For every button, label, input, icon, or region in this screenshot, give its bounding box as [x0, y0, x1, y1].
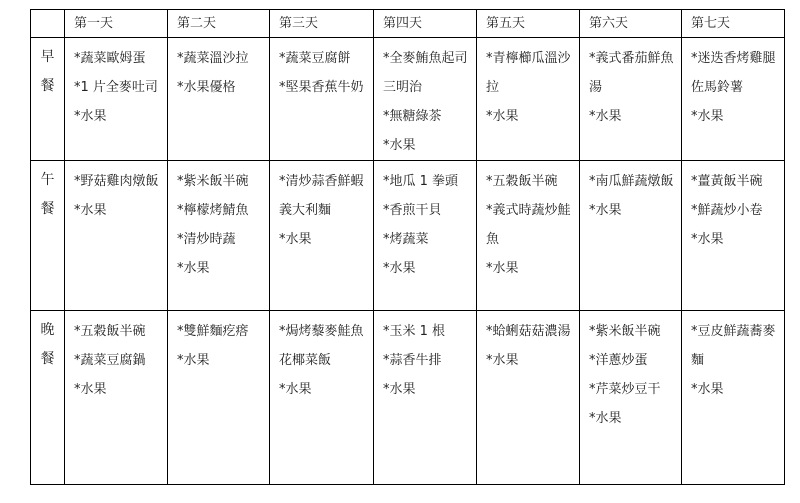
- menu-item: *水果: [383, 261, 416, 276]
- menu-item: *紫米飯半碗: [589, 324, 661, 339]
- meal-cell-day-4: [374, 161, 477, 311]
- menu-item: *水果: [486, 353, 519, 368]
- menu-item: *水果: [74, 203, 107, 218]
- menu-item: *水果: [279, 382, 312, 397]
- header-row: [31, 10, 785, 38]
- menu-item: *青檸櫛瓜溫沙拉: [486, 51, 571, 95]
- menu-item: *義式番茄鮮魚湯: [589, 51, 674, 95]
- menu-item: *蒜香牛排: [383, 353, 442, 368]
- meal-label-char: 午: [40, 172, 55, 188]
- meal-cell-day-7: [682, 311, 785, 485]
- meal-cell-day-2: [168, 161, 270, 311]
- meal-cell-day-3: [270, 38, 374, 161]
- menu-item: *玉米 1 根: [383, 324, 446, 339]
- menu-item: *全麥鮪魚起司三明治: [383, 51, 468, 95]
- menu-item: *水果: [691, 232, 724, 247]
- menu-item: *1 片全麥吐司: [74, 80, 158, 95]
- menu-item: *香煎干貝: [383, 203, 442, 218]
- menu-item: *水果: [74, 109, 107, 124]
- menu-item: *清炒蒜香鮮蝦義大利麵: [279, 174, 364, 218]
- meal-cell-day-1: [65, 161, 168, 311]
- menu-item: *水果: [279, 232, 312, 247]
- menu-item: *水果: [74, 382, 107, 397]
- menu-item: *檸檬烤鯖魚: [177, 203, 249, 218]
- day-header-2: 第二天: [168, 10, 270, 38]
- meal-row-breakfast: [31, 38, 785, 161]
- meal-plan-table: [30, 9, 785, 485]
- menu-item: *水果: [486, 261, 519, 276]
- meal-cell-day-1: [65, 38, 168, 161]
- day-header-4: 第四天: [374, 10, 477, 38]
- meal-cell-day-5: [477, 161, 580, 311]
- menu-item: *無糖綠茶: [383, 109, 442, 124]
- meal-cell-day-5: [477, 38, 580, 161]
- meal-label: [31, 38, 65, 161]
- menu-item: *南瓜鮮蔬燉飯: [589, 174, 674, 189]
- meal-cell-day-4: [374, 38, 477, 161]
- day-header-5: 第五天: [477, 10, 580, 38]
- menu-item: *烤蔬菜: [383, 232, 429, 247]
- meal-label-char: 餐: [40, 78, 55, 94]
- menu-item: *蔬菜豆腐餅: [279, 51, 351, 66]
- meal-cell-day-3: [270, 311, 374, 485]
- meal-cell-day-4: [374, 311, 477, 485]
- menu-item: *水果: [589, 203, 622, 218]
- menu-item: *水果: [691, 382, 724, 397]
- menu-item: *水果: [177, 261, 210, 276]
- menu-item: *水果: [177, 353, 210, 368]
- day-header-3: 第三天: [270, 10, 374, 38]
- menu-item: *鮮蔬炒小卷: [691, 203, 763, 218]
- meal-label-char: 餐: [40, 351, 55, 367]
- meal-cell-day-6: [580, 38, 682, 161]
- meal-cell-day-2: [168, 38, 270, 161]
- meal-cell-day-6: [580, 161, 682, 311]
- menu-item: *水果: [589, 411, 622, 426]
- menu-item: *薑黃飯半碗: [691, 174, 763, 189]
- menu-item: *豆皮鮮蔬蕎麥麵: [691, 324, 776, 368]
- day-header-7: 第七天: [682, 10, 785, 38]
- meal-cell-day-7: [682, 38, 785, 161]
- meal-cell-day-3: [270, 161, 374, 311]
- menu-item: *洋蔥炒蛋: [589, 353, 648, 368]
- meal-label-char: 早: [40, 49, 55, 65]
- menu-item: *水果: [383, 138, 416, 153]
- menu-item: *五穀飯半碗: [74, 324, 146, 339]
- menu-item: *蔬菜溫沙拉: [177, 51, 249, 66]
- day-header-1: 第一天: [65, 10, 168, 38]
- meal-cell-day-7: [682, 161, 785, 311]
- meal-label-char: 晚: [40, 322, 55, 338]
- meal-label-char: 餐: [40, 201, 55, 217]
- menu-item: *地瓜 1 拳頭: [383, 174, 459, 189]
- menu-item: *芹菜炒豆干: [589, 382, 661, 397]
- menu-item: *蛤蜊菇菇濃湯: [486, 324, 571, 339]
- menu-item: *野菇雞肉燉飯: [74, 174, 159, 189]
- menu-item: *義式時蔬炒鮭魚: [486, 203, 571, 247]
- meal-row-lunch: [31, 161, 785, 311]
- menu-item: *清炒時蔬: [177, 232, 236, 247]
- meal-cell-day-2: [168, 311, 270, 485]
- meal-row-dinner: [31, 311, 785, 485]
- meal-label: [31, 161, 65, 311]
- menu-item: *水果: [383, 382, 416, 397]
- meal-cell-day-5: [477, 311, 580, 485]
- corner-cell: [31, 10, 65, 38]
- menu-item: *五穀飯半碗: [486, 174, 558, 189]
- menu-item: *紫米飯半碗: [177, 174, 249, 189]
- meal-cell-day-1: [65, 311, 168, 485]
- menu-item: *焗烤藜麥鮭魚花椰菜飯: [279, 324, 364, 368]
- menu-item: *水果: [589, 109, 622, 124]
- menu-item: *水果: [486, 109, 519, 124]
- menu-item: *水果: [691, 109, 724, 124]
- day-header-6: 第六天: [580, 10, 682, 38]
- menu-item: *迷迭香烤雞腿佐馬鈴薯: [691, 51, 776, 95]
- menu-item: *堅果香蕉牛奶: [279, 80, 364, 95]
- menu-item: *蔬菜歐姆蛋: [74, 51, 146, 66]
- meal-cell-day-6: [580, 311, 682, 485]
- menu-item: *蔬菜豆腐鍋: [74, 353, 146, 368]
- menu-item: *雙鮮麵疙瘩: [177, 324, 249, 339]
- meal-label: [31, 311, 65, 485]
- menu-item: *水果優格: [177, 80, 236, 95]
